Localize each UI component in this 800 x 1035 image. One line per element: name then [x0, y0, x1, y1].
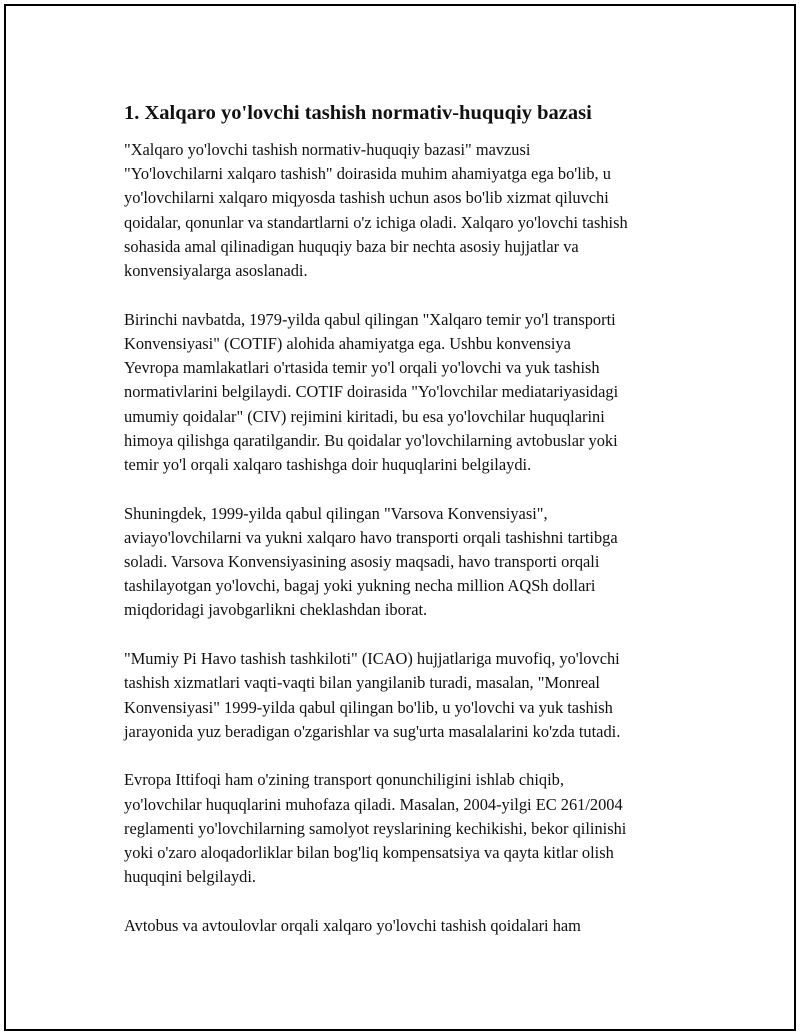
text-line: Avtobus va avtoulovlar orqali xalqaro yo'lovchi tashish qoidalari ham [124, 915, 581, 935]
paragraph-intro [124, 138, 709, 283]
document-page [4, 4, 796, 1031]
paragraph-icao [124, 647, 709, 744]
text-line: yo'lovchilar huquqlarini muhofaza qiladi. Masalan, 2004-yilgi EC 261/2004 [124, 794, 623, 814]
text-line: tashilayotgan yo'lovchi, bagaj yoki yukning necha million AQSh dollari [124, 576, 596, 596]
text-line: yoki o'zaro aloqadorliklar bilan bog'liq kompensatsiya va qayta kitlar olish [124, 843, 614, 863]
paragraph-eu [124, 768, 709, 889]
text-line: "Mumiy Pi Havo tashish tashkiloti" (ICAO) hujjatlariga muvofiq, yo'lovchi [124, 649, 620, 669]
text-line: temir yo'l orqali xalqaro tashishga doir huquqlarini belgilaydi. [124, 454, 532, 474]
text-line: "Yo'lovchilarni xalqaro tashish" doirasida muhim ahamiyatga ega bo'lib, u [124, 164, 611, 184]
text-line: himoya qilishga qaratilgandir. Bu qoidalar yo'lovchilarning avtobuslar yoki [124, 430, 618, 450]
text-line: jarayonida yuz beradigan o'zgarishlar va sug'urta masalalarini ko'zda tutadi. [124, 721, 621, 741]
text-line: "Xalqaro yo'lovchi tashish normativ-huquqiy bazasi" mavzusi [124, 140, 531, 159]
text-line: miqdoridagi javobgarlikni cheklashdan iborat. [124, 600, 428, 620]
text-line: aviayo'lovchilarni va yukni xalqaro havo transporti orqali tashishni tartibga [124, 527, 618, 547]
section-heading: 1. Xalqaro yo'lovchi tashish normativ-huquqiy bazasi [124, 102, 592, 124]
text-line: reglamenti yo'lovchilarning samolyot reyslarining kechikishi, bekor qilinishi [124, 818, 627, 838]
paragraph-bus [124, 914, 709, 938]
text-line: soladi. Varsova Konvensiyasining asosiy maqsadi, havo transporti orqali [124, 552, 600, 572]
text-line: Yevropa mamlakatlari o'rtasida temir yo'l orqali yo'lovchi va yuk tashish [124, 358, 600, 378]
text-line: Konvensiyasi" 1999-yilda qabul qilingan bo'lib, u yo'lovchi va yuk tashish [124, 697, 613, 717]
text-line: Birinchi navbatda, 1979-yilda qabul qilingan "Xalqaro temir yo'l transporti [124, 309, 616, 329]
paragraph-varsova [124, 502, 709, 623]
text-line: huquqini belgilaydi. [124, 867, 257, 887]
document-content [124, 101, 709, 963]
text-line: Shuningdek, 1999-yilda qabul qilingan "Varsova Konvensiyasi", [124, 503, 548, 523]
text-line: umumiy qoidalar" (CIV) rejimini kiritadi, bu esa yo'lovchilar huquqlarini [124, 406, 605, 426]
text-line: sohasida amal qilinadigan huquqiy baza bir nechta asosiy hujjatlar va [124, 236, 579, 256]
text-line: Konvensiyasi" (COTIF) alohida ahamiyatga ega. Ushbu konvensiya [124, 333, 571, 353]
text-line: qoidalar, qonunlar va standartlarni o'z ichiga oladi. Xalqaro yo'lovchi tashish [124, 212, 628, 232]
text-line: Evropa Ittifoqi ham o'zining transport qonunchiligini ishlab chiqib, [124, 770, 564, 790]
text-line: tashish xizmatlari vaqti-vaqti bilan yangilanib turadi, masalan, "Monreal [124, 673, 600, 693]
text-line: normativlarini belgilaydi. COTIF doirasida "Yo'lovchilar mediatariyasidagi [124, 382, 619, 402]
paragraph-cotif [124, 308, 709, 477]
text-line: konvensiyalarga asoslanadi. [124, 261, 308, 281]
text-line: yo'lovchilarni xalqaro miqyosda tashish uchun asos bo'lib xizmat qiluvchi [124, 188, 609, 208]
